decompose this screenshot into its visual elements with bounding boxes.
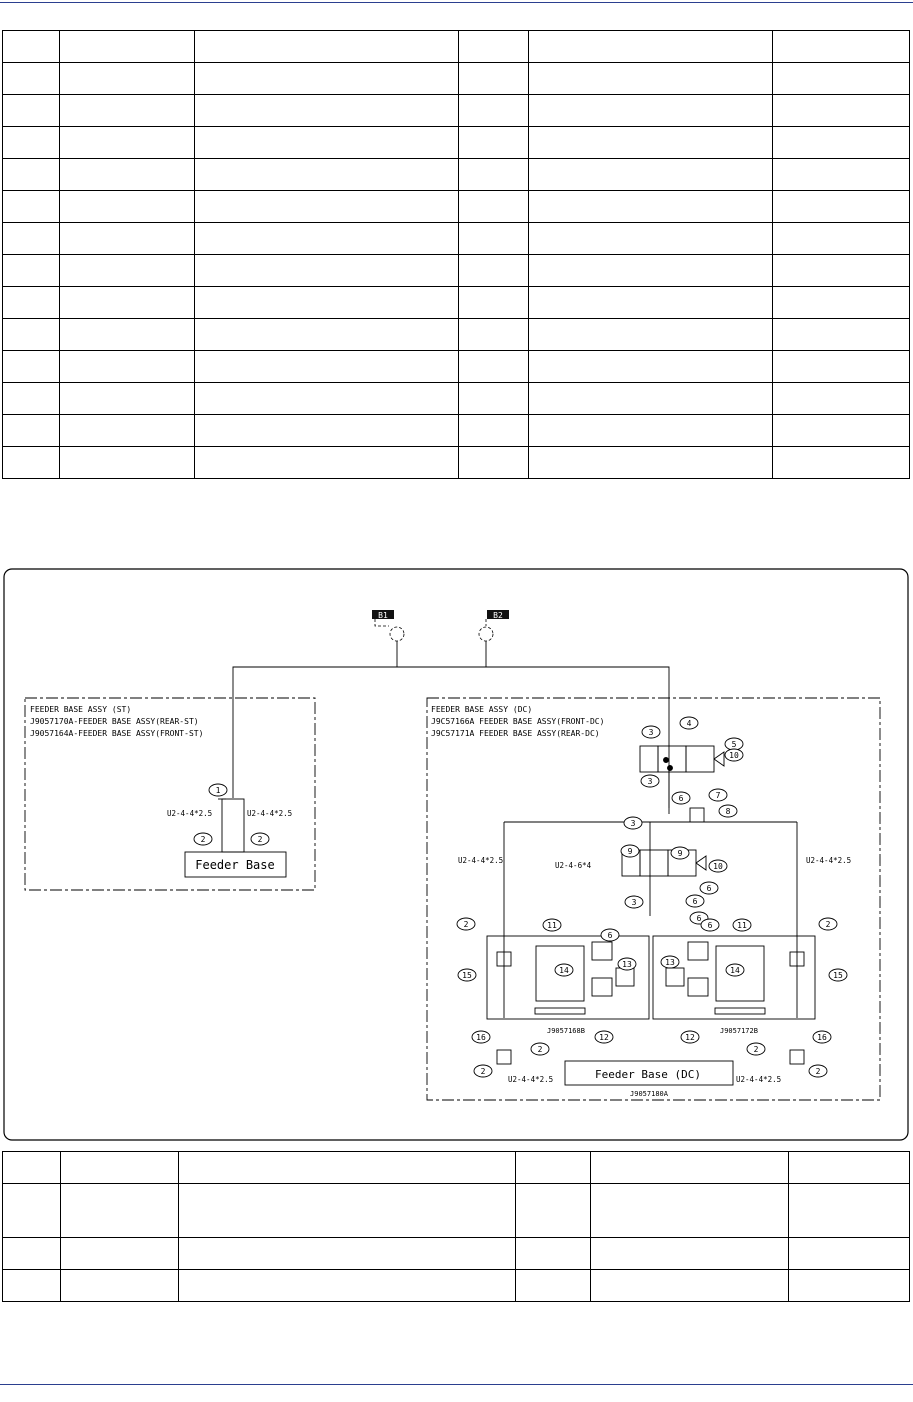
table-cell <box>529 159 773 191</box>
table-cell <box>459 63 529 95</box>
st-feeder-label: Feeder Base <box>195 858 275 872</box>
table-cell <box>773 127 910 159</box>
marker-b1-label: B1 <box>378 611 388 620</box>
table-cell <box>60 191 195 223</box>
dc-tube-right: U2-4-4*2.5 <box>806 856 852 865</box>
table-cell <box>773 223 910 255</box>
callout-number: 2 <box>815 1067 821 1076</box>
callout-number: 14 <box>559 966 569 975</box>
table-cell <box>3 351 60 383</box>
table-cell <box>459 95 529 127</box>
callout-number: 16 <box>817 1033 827 1042</box>
table-cell <box>179 1238 516 1270</box>
table-cell <box>3 415 60 447</box>
dc-tube-mid: U2-4-6*4 <box>555 861 592 870</box>
dc-part-right: J9057172B <box>720 1027 758 1035</box>
callout-number: 8 <box>725 807 731 816</box>
marker-b2-label: B2 <box>493 611 503 620</box>
callout-number: 12 <box>685 1033 695 1042</box>
table-cell <box>3 31 60 63</box>
callout-number: 3 <box>647 777 653 786</box>
table-cell <box>60 319 195 351</box>
table-cell <box>60 447 195 479</box>
callout-number: 2 <box>537 1045 543 1054</box>
callout-number: 6 <box>707 921 713 930</box>
diagram-frame <box>4 569 908 1140</box>
table-cell <box>195 127 459 159</box>
table-cell <box>60 63 195 95</box>
callout-number: 9 <box>677 849 683 858</box>
table-cell <box>773 287 910 319</box>
table-row <box>3 223 910 255</box>
callout-number: 15 <box>833 971 843 980</box>
table-cell <box>773 63 910 95</box>
table-row <box>3 191 910 223</box>
table-cell <box>61 1270 179 1302</box>
callout-number: 11 <box>547 921 557 930</box>
table-cell <box>60 383 195 415</box>
table-cell <box>516 1184 591 1238</box>
callout-number: 6 <box>607 931 613 940</box>
table-cell <box>529 63 773 95</box>
callout-number: 15 <box>462 971 472 980</box>
table-cell <box>773 255 910 287</box>
callout-group <box>194 717 847 1077</box>
dc-part-left: J9057168B <box>547 1027 585 1035</box>
table-cell <box>195 63 459 95</box>
callout-number: 6 <box>706 884 712 893</box>
table-cell <box>773 191 910 223</box>
dc-feeder-part: J9057180A <box>630 1090 668 1098</box>
table-cell <box>195 31 459 63</box>
table-cell <box>459 159 529 191</box>
table-row <box>3 1238 910 1270</box>
table-cell <box>195 351 459 383</box>
dc-box <box>427 698 880 1100</box>
table-cell <box>195 447 459 479</box>
table-cell <box>591 1270 789 1302</box>
table-cell <box>60 159 195 191</box>
table-cell <box>61 1184 179 1238</box>
table-cell <box>529 255 773 287</box>
table-cell <box>529 415 773 447</box>
table-cell <box>195 319 459 351</box>
callout-number: 2 <box>825 920 831 929</box>
dc-line1: J9C57166A FEEDER BASE ASSY(FRONT-DC) <box>431 717 605 726</box>
table-cell <box>3 383 60 415</box>
callout-number: 6 <box>692 897 698 906</box>
callout-number: 6 <box>696 914 702 923</box>
table-cell <box>591 1152 789 1184</box>
table-cell <box>3 1238 61 1270</box>
table-cell <box>195 415 459 447</box>
table-cell <box>773 159 910 191</box>
table-cell <box>3 95 60 127</box>
table-cell <box>3 127 60 159</box>
dc-tube-left: U2-4-4*2.5 <box>458 856 504 865</box>
table-cell <box>529 191 773 223</box>
table-cell <box>516 1238 591 1270</box>
table-cell <box>516 1152 591 1184</box>
table-row <box>3 319 910 351</box>
parts-table-bottom <box>2 1151 910 1302</box>
table-cell <box>459 191 529 223</box>
table-cell <box>195 287 459 319</box>
table-cell <box>773 319 910 351</box>
callout-number: 13 <box>665 958 675 967</box>
table-cell <box>789 1270 910 1302</box>
callout-number: 10 <box>713 862 723 871</box>
st-tube-left: U2-4-4*2.5 <box>167 809 213 818</box>
table-row <box>3 415 910 447</box>
table-cell <box>459 31 529 63</box>
dc-line2: J9C57171A FEEDER BASE ASSY(REAR-DC) <box>431 729 600 738</box>
table-cell <box>516 1270 591 1302</box>
table-row <box>3 287 910 319</box>
parts-table-top <box>2 30 910 479</box>
table-row <box>3 447 910 479</box>
table-cell <box>529 95 773 127</box>
callout-number: 3 <box>648 728 654 737</box>
table-cell <box>60 223 195 255</box>
table-cell <box>529 383 773 415</box>
table-cell <box>773 415 910 447</box>
table-row <box>3 31 910 63</box>
callout-number: 14 <box>730 966 740 975</box>
table-cell <box>60 255 195 287</box>
table-cell <box>3 159 60 191</box>
table-cell <box>3 255 60 287</box>
callout-number: 2 <box>200 835 206 844</box>
callout-number: 12 <box>599 1033 609 1042</box>
table-cell <box>789 1152 910 1184</box>
table-cell <box>459 351 529 383</box>
st-title: FEEDER BASE ASSY (ST) <box>30 705 132 714</box>
st-line1: J9057170A-FEEDER BASE ASSY(REAR-ST) <box>30 717 199 726</box>
table-cell <box>61 1152 179 1184</box>
table-cell <box>195 191 459 223</box>
table-cell <box>459 383 529 415</box>
table-cell <box>179 1152 516 1184</box>
table-cell <box>3 319 60 351</box>
table-cell <box>459 447 529 479</box>
table-cell <box>179 1184 516 1238</box>
callout-number: 13 <box>622 960 632 969</box>
table-cell <box>529 223 773 255</box>
table-cell <box>529 31 773 63</box>
table-cell <box>3 191 60 223</box>
table-row <box>3 63 910 95</box>
table-cell <box>529 319 773 351</box>
table-cell <box>529 127 773 159</box>
table-cell <box>195 223 459 255</box>
table-row <box>3 351 910 383</box>
table-cell <box>529 447 773 479</box>
table-cell <box>3 63 60 95</box>
table-cell <box>60 351 195 383</box>
callout-number: 16 <box>476 1033 486 1042</box>
table-cell <box>773 95 910 127</box>
table-cell <box>773 447 910 479</box>
callout-number: 6 <box>678 794 684 803</box>
dc-feeder-label: Feeder Base (DC) <box>595 1068 701 1081</box>
callout-number: 3 <box>630 819 636 828</box>
table-row <box>3 383 910 415</box>
callout-number: 3 <box>631 898 637 907</box>
callout-number: 11 <box>737 921 747 930</box>
table-row <box>3 1184 910 1238</box>
table-cell <box>3 223 60 255</box>
table-row <box>3 159 910 191</box>
pneumatic-diagram <box>0 568 913 1142</box>
callout-number: 2 <box>257 835 263 844</box>
header-rule <box>0 2 913 3</box>
st-tube-right: U2-4-4*2.5 <box>247 809 293 818</box>
callout-number: 2 <box>753 1045 759 1054</box>
table-cell <box>3 287 60 319</box>
table-row <box>3 127 910 159</box>
table-cell <box>195 383 459 415</box>
st-line2: J9057164A-FEEDER BASE ASSY(FRONT-ST) <box>30 729 204 738</box>
table-cell <box>195 255 459 287</box>
callout-number: 4 <box>686 719 692 728</box>
callout-number: 10 <box>729 751 739 760</box>
table-cell <box>195 159 459 191</box>
table-cell <box>60 415 195 447</box>
callout-number: 7 <box>715 791 721 800</box>
table-cell <box>459 255 529 287</box>
table-cell <box>529 351 773 383</box>
table-cell <box>529 287 773 319</box>
table-cell <box>195 95 459 127</box>
table-cell <box>61 1238 179 1270</box>
table-cell <box>459 223 529 255</box>
callout-number: 9 <box>627 847 633 856</box>
dc-tube-bottom-right: U2-4-4*2.5 <box>736 1075 782 1084</box>
table-cell <box>789 1184 910 1238</box>
table-cell <box>591 1184 789 1238</box>
table-row <box>3 255 910 287</box>
callout-number: 1 <box>215 786 221 795</box>
table-row <box>3 1270 910 1302</box>
table-cell <box>3 1152 61 1184</box>
dc-title: FEEDER BASE ASSY (DC) <box>431 705 533 714</box>
table-cell <box>773 31 910 63</box>
table-cell <box>179 1270 516 1302</box>
table-cell <box>459 319 529 351</box>
table-cell <box>773 383 910 415</box>
table-cell <box>60 31 195 63</box>
table-cell <box>459 287 529 319</box>
callout-number: 2 <box>463 920 469 929</box>
callout-number: 5 <box>731 740 737 749</box>
table-cell <box>3 447 60 479</box>
table-row <box>3 1152 910 1184</box>
table-cell <box>789 1238 910 1270</box>
table-row <box>3 95 910 127</box>
table-cell <box>3 1270 61 1302</box>
table-cell <box>60 287 195 319</box>
table-cell <box>60 127 195 159</box>
table-cell <box>459 127 529 159</box>
table-cell <box>773 351 910 383</box>
table-cell <box>459 415 529 447</box>
callout-number: 2 <box>480 1067 486 1076</box>
footer-rule <box>0 1384 913 1385</box>
table-cell <box>60 95 195 127</box>
dc-tube-bottom-left: U2-4-4*2.5 <box>508 1075 554 1084</box>
table-cell <box>3 1184 61 1238</box>
table-cell <box>591 1238 789 1270</box>
